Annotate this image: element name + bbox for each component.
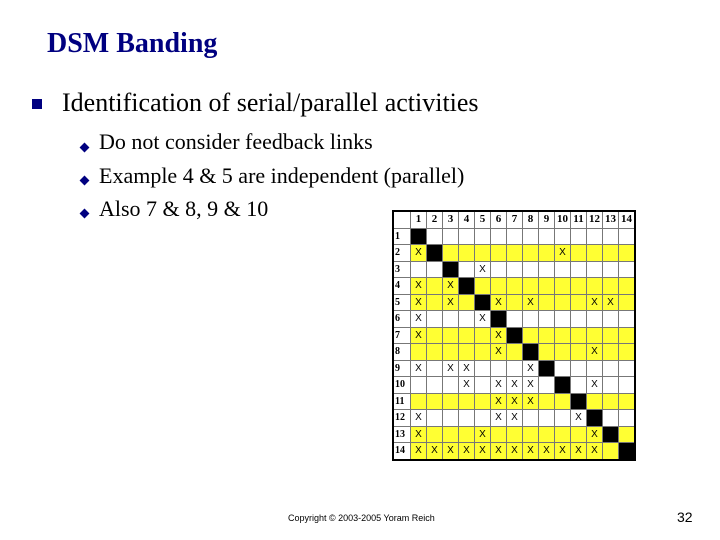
dsm-cell <box>555 344 571 361</box>
dsm-mark-cell: X <box>491 377 507 394</box>
dsm-cell <box>475 245 491 262</box>
diamond-bullet-icon <box>80 176 90 186</box>
dsm-cell <box>523 278 539 295</box>
dsm-mark-cell: X <box>459 360 475 377</box>
dsm-cell <box>427 261 443 278</box>
dsm-cell <box>619 228 636 245</box>
dsm-cell <box>603 278 619 295</box>
dsm-cell <box>571 377 587 394</box>
dsm-mark-cell: X <box>443 360 459 377</box>
dsm-cell <box>539 377 555 394</box>
dsm-cell <box>555 311 571 328</box>
dsm-cell <box>491 245 507 262</box>
dsm-cell <box>539 311 555 328</box>
dsm-mark-cell: X <box>571 443 587 460</box>
dsm-col-header: 11 <box>571 211 587 228</box>
dsm-row-header: 3 <box>393 261 411 278</box>
dsm-mark-cell: X <box>571 410 587 427</box>
dsm-diagonal-cell <box>587 410 603 427</box>
dsm-cell <box>587 228 603 245</box>
dsm-cell <box>571 261 587 278</box>
dsm-cell <box>443 393 459 410</box>
dsm-cell <box>491 278 507 295</box>
dsm-row-header: 6 <box>393 311 411 328</box>
dsm-cell <box>571 360 587 377</box>
dsm-cell <box>539 261 555 278</box>
dsm-mark-cell: X <box>587 426 603 443</box>
dsm-col-header: 5 <box>475 211 491 228</box>
dsm-cell <box>459 344 475 361</box>
dsm-mark-cell: X <box>443 294 459 311</box>
dsm-mark-cell: X <box>507 443 523 460</box>
dsm-matrix <box>392 210 636 461</box>
dsm-cell <box>619 426 636 443</box>
dsm-mark-cell: X <box>411 327 427 344</box>
dsm-cell <box>507 426 523 443</box>
dsm-cell <box>603 327 619 344</box>
dsm-diagonal-cell <box>427 245 443 262</box>
dsm-diagonal-cell <box>571 393 587 410</box>
dsm-col-header: 12 <box>587 211 603 228</box>
dsm-cell <box>523 311 539 328</box>
dsm-mark-cell: X <box>411 443 427 460</box>
dsm-cell <box>475 278 491 295</box>
dsm-col-header: 8 <box>523 211 539 228</box>
dsm-cell <box>571 278 587 295</box>
dsm-cell <box>555 261 571 278</box>
dsm-mark-cell: X <box>459 443 475 460</box>
dsm-row <box>393 327 635 344</box>
dsm-col-header: 6 <box>491 211 507 228</box>
dsm-mark-cell: X <box>523 294 539 311</box>
dsm-cell <box>507 278 523 295</box>
dsm-row-header: 4 <box>393 278 411 295</box>
dsm-cell <box>539 278 555 295</box>
dsm-cell <box>619 261 636 278</box>
dsm-mark-cell: X <box>507 393 523 410</box>
dsm-cell <box>427 294 443 311</box>
dsm-mark-cell: X <box>459 377 475 394</box>
dsm-row-header: 7 <box>393 327 411 344</box>
dsm-row-header: 14 <box>393 443 411 460</box>
dsm-col-header: 10 <box>555 211 571 228</box>
dsm-col-header: 7 <box>507 211 523 228</box>
dsm-cell <box>603 393 619 410</box>
dsm-mark-cell: X <box>587 294 603 311</box>
dsm-cell <box>619 245 636 262</box>
dsm-mark-cell: X <box>443 443 459 460</box>
dsm-row-header: 10 <box>393 377 411 394</box>
dsm-cell <box>427 311 443 328</box>
dsm-diagonal-cell <box>507 327 523 344</box>
dsm-mark-cell: X <box>443 278 459 295</box>
dsm-mark-cell: X <box>555 443 571 460</box>
dsm-cell <box>507 261 523 278</box>
dsm-mark-cell: X <box>491 344 507 361</box>
dsm-cell <box>619 377 636 394</box>
dsm-cell <box>411 393 427 410</box>
dsm-cell <box>523 426 539 443</box>
dsm-cell <box>523 245 539 262</box>
dsm-cell <box>619 393 636 410</box>
dsm-mark-cell: X <box>475 261 491 278</box>
dsm-row-header: 9 <box>393 360 411 377</box>
dsm-mark-cell: X <box>491 327 507 344</box>
copyright-footer: Copyright © 2003-2005 Yoram Reich <box>288 513 435 523</box>
dsm-row-header: 5 <box>393 294 411 311</box>
diamond-bullet-icon <box>80 143 90 153</box>
dsm-cell <box>571 327 587 344</box>
dsm-cell <box>491 426 507 443</box>
dsm-cell <box>427 344 443 361</box>
dsm-cell <box>459 294 475 311</box>
dsm-cell <box>459 393 475 410</box>
dsm-row <box>393 344 635 361</box>
dsm-cell <box>475 393 491 410</box>
dsm-cell <box>523 410 539 427</box>
dsm-col-header: 4 <box>459 211 475 228</box>
dsm-cell <box>603 245 619 262</box>
dsm-cell <box>555 327 571 344</box>
dsm-cell <box>523 327 539 344</box>
dsm-cell <box>555 360 571 377</box>
dsm-cell <box>427 228 443 245</box>
dsm-row-header: 8 <box>393 344 411 361</box>
dsm-cell <box>571 344 587 361</box>
dsm-cell <box>443 228 459 245</box>
dsm-cell <box>411 377 427 394</box>
dsm-row <box>393 377 635 394</box>
dsm-cell <box>427 278 443 295</box>
dsm-cell <box>539 245 555 262</box>
dsm-row-header: 11 <box>393 393 411 410</box>
dsm-cell <box>459 228 475 245</box>
dsm-cell <box>427 426 443 443</box>
dsm-mark-cell: X <box>539 443 555 460</box>
dsm-diagonal-cell <box>523 344 539 361</box>
dsm-cell <box>603 261 619 278</box>
dsm-cell <box>539 327 555 344</box>
dsm-mark-cell: X <box>523 393 539 410</box>
dsm-cell <box>603 377 619 394</box>
dsm-corner <box>393 211 411 228</box>
dsm-cell <box>443 327 459 344</box>
dsm-cell <box>619 311 636 328</box>
main-bullet-text: Identification of serial/parallel activities <box>62 88 479 117</box>
dsm-cell <box>507 311 523 328</box>
dsm-cell <box>619 360 636 377</box>
dsm-cell <box>571 228 587 245</box>
dsm-mark-cell: X <box>411 311 427 328</box>
dsm-cell <box>539 294 555 311</box>
dsm-mark-cell: X <box>587 443 603 460</box>
dsm-cell <box>475 344 491 361</box>
dsm-mark-cell: X <box>475 443 491 460</box>
dsm-row <box>393 426 635 443</box>
diamond-bullet-icon <box>80 209 90 219</box>
dsm-cell <box>427 377 443 394</box>
dsm-cell <box>619 294 636 311</box>
dsm-cell <box>603 311 619 328</box>
dsm-mark-cell: X <box>507 377 523 394</box>
dsm-cell <box>507 228 523 245</box>
dsm-cell <box>507 245 523 262</box>
dsm-cell <box>587 360 603 377</box>
dsm-mark-cell: X <box>523 443 539 460</box>
dsm-cell <box>475 377 491 394</box>
dsm-diagonal-cell <box>603 426 619 443</box>
dsm-cell <box>523 261 539 278</box>
dsm-row <box>393 311 635 328</box>
dsm-row-header: 12 <box>393 410 411 427</box>
dsm-cell <box>443 410 459 427</box>
dsm-cell <box>587 278 603 295</box>
dsm-cell <box>459 327 475 344</box>
dsm-row <box>393 278 635 295</box>
dsm-cell <box>571 245 587 262</box>
dsm-cell <box>523 228 539 245</box>
dsm-cell <box>571 426 587 443</box>
dsm-cell <box>443 377 459 394</box>
dsm-diagonal-cell <box>491 311 507 328</box>
dsm-mark-cell: X <box>475 426 491 443</box>
dsm-row-header: 2 <box>393 245 411 262</box>
dsm-cell <box>539 228 555 245</box>
dsm-row <box>393 443 635 460</box>
dsm-cell <box>475 360 491 377</box>
page-number: 32 <box>677 509 693 525</box>
dsm-cell <box>443 344 459 361</box>
dsm-mark-cell: X <box>523 377 539 394</box>
dsm-cell <box>459 245 475 262</box>
dsm-cell <box>475 228 491 245</box>
dsm-cell <box>619 327 636 344</box>
dsm-col-header: 2 <box>427 211 443 228</box>
dsm-mark-cell: X <box>411 278 427 295</box>
dsm-cell <box>427 393 443 410</box>
dsm-cell <box>587 327 603 344</box>
dsm-row <box>393 294 635 311</box>
dsm-cell <box>491 228 507 245</box>
dsm-cell <box>555 393 571 410</box>
dsm-cell <box>555 410 571 427</box>
dsm-col-header: 14 <box>619 211 636 228</box>
dsm-cell <box>603 443 619 460</box>
dsm-mark-cell: X <box>587 377 603 394</box>
dsm-mark-cell: X <box>427 443 443 460</box>
dsm-cell <box>587 261 603 278</box>
slide-title: DSM Banding <box>47 28 218 59</box>
dsm-col-header: 1 <box>411 211 427 228</box>
dsm-cell <box>427 360 443 377</box>
dsm-mark-cell: X <box>411 294 427 311</box>
dsm-cell <box>475 410 491 427</box>
dsm-cell <box>619 278 636 295</box>
dsm-mark-cell: X <box>411 245 427 262</box>
dsm-diagonal-cell <box>555 377 571 394</box>
dsm-cell <box>603 344 619 361</box>
dsm-cell <box>539 410 555 427</box>
dsm-mark-cell: X <box>603 294 619 311</box>
dsm-cell <box>587 311 603 328</box>
dsm-mark-cell: X <box>491 393 507 410</box>
sub-bullet-2: Example 4 & 5 are independent (parallel) <box>99 163 465 188</box>
dsm-mark-cell: X <box>523 360 539 377</box>
dsm-row <box>393 245 635 262</box>
sub-bullet-3: Also 7 & 8, 9 & 10 <box>99 196 269 221</box>
dsm-cell <box>619 344 636 361</box>
dsm-cell <box>539 426 555 443</box>
dsm-cell <box>475 327 491 344</box>
dsm-cell <box>459 410 475 427</box>
dsm-cell <box>555 278 571 295</box>
dsm-cell <box>587 245 603 262</box>
dsm-diagonal-cell <box>459 278 475 295</box>
dsm-mark-cell: X <box>587 344 603 361</box>
dsm-cell <box>603 360 619 377</box>
dsm-cell <box>459 311 475 328</box>
dsm-col-header: 13 <box>603 211 619 228</box>
dsm-mark-cell: X <box>411 410 427 427</box>
dsm-diagonal-cell <box>475 294 491 311</box>
dsm-row-header: 1 <box>393 228 411 245</box>
dsm-cell <box>539 344 555 361</box>
dsm-cell <box>555 228 571 245</box>
dsm-header-row <box>393 211 635 228</box>
dsm-cell <box>587 393 603 410</box>
dsm-diagonal-cell <box>443 261 459 278</box>
dsm-row <box>393 228 635 245</box>
dsm-diagonal-cell <box>411 228 427 245</box>
dsm-row-header: 13 <box>393 426 411 443</box>
dsm-cell <box>491 261 507 278</box>
dsm-cell <box>459 426 475 443</box>
dsm-mark-cell: X <box>491 410 507 427</box>
dsm-cell <box>555 426 571 443</box>
dsm-cell <box>603 410 619 427</box>
dsm-cell <box>571 294 587 311</box>
dsm-cell <box>459 261 475 278</box>
dsm-mark-cell: X <box>491 443 507 460</box>
dsm-row <box>393 393 635 410</box>
dsm-cell <box>539 393 555 410</box>
dsm-cell <box>507 344 523 361</box>
dsm-col-header: 3 <box>443 211 459 228</box>
dsm-cell <box>443 245 459 262</box>
dsm-cell <box>507 294 523 311</box>
dsm-cell <box>555 294 571 311</box>
dsm-cell <box>619 410 636 427</box>
dsm-mark-cell: X <box>491 294 507 311</box>
dsm-row <box>393 410 635 427</box>
dsm-cell <box>603 228 619 245</box>
dsm-mark-cell: X <box>555 245 571 262</box>
dsm-cell <box>443 311 459 328</box>
dsm-mark-cell: X <box>507 410 523 427</box>
dsm-mark-cell: X <box>411 360 427 377</box>
dsm-mark-cell: X <box>411 426 427 443</box>
dsm-cell <box>571 311 587 328</box>
dsm-cell <box>491 360 507 377</box>
dsm-row <box>393 360 635 377</box>
dsm-diagonal-cell <box>619 443 636 460</box>
dsm-diagonal-cell <box>539 360 555 377</box>
dsm-cell <box>411 261 427 278</box>
dsm-cell <box>427 410 443 427</box>
dsm-mark-cell: X <box>475 311 491 328</box>
dsm-col-header: 9 <box>539 211 555 228</box>
dsm-row <box>393 261 635 278</box>
dsm-cell <box>443 426 459 443</box>
square-bullet-icon <box>32 99 42 109</box>
dsm-cell <box>507 360 523 377</box>
dsm-cell <box>427 327 443 344</box>
dsm-cell <box>411 344 427 361</box>
sub-bullet-1: Do not consider feedback links <box>99 129 373 154</box>
